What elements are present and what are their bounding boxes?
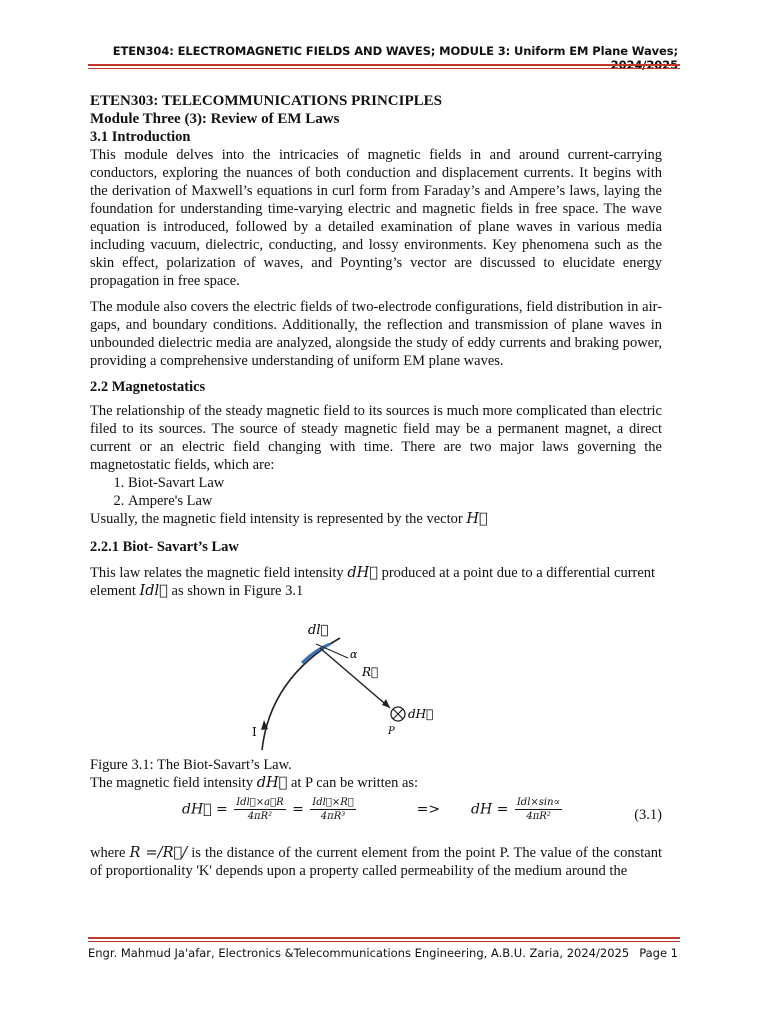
label-r: R⃗ bbox=[362, 665, 379, 679]
eq-equals: = bbox=[292, 801, 304, 818]
label-dl: dl⃗ bbox=[308, 623, 329, 638]
intro-paragraph-2: The module also covers the electric fields of two-electrode configurations, field distribution in air-gaps, and boundary conditions. Additionally, the reflection and transmission of plane waves in unbounded dielectric media are analyzed, alongside the study of eddy currents and braking power, providing a comprehensive understanding of uniform EM plane waves. bbox=[90, 299, 662, 369]
equation-intro bbox=[90, 774, 662, 792]
eq-lhs-2: dH = bbox=[471, 801, 509, 818]
eq-lhs: dH⃗ = bbox=[182, 801, 228, 818]
footer-rule-thin bbox=[88, 941, 680, 942]
header-rule bbox=[88, 64, 680, 66]
list-item: 2. Ampere's Law bbox=[128, 492, 662, 510]
eq-intro-symbol: dH⃗ bbox=[256, 775, 288, 791]
biot-savart-paragraph bbox=[90, 564, 662, 600]
page-number: Page 1 bbox=[639, 946, 678, 960]
eq-intro-text-b: at P can be written as: bbox=[290, 775, 419, 791]
where-paragraph bbox=[90, 844, 662, 880]
page-footer bbox=[88, 946, 678, 960]
footer-rule bbox=[88, 937, 680, 939]
running-header: ETEN304: ELECTROMAGNETIC FIELDS AND WAVES; MODULE 3: Uniform EM Plane Waves; bbox=[112, 44, 678, 58]
idl-symbol: Idl⃗ bbox=[139, 583, 168, 599]
label-dh: dH⃗ bbox=[408, 707, 434, 721]
biot-savart-diagram bbox=[250, 608, 450, 756]
eq-fraction-1: $\frac{\text{Idl⃗×a⃗R}}{\text{4πR²}}$ bbox=[236, 797, 284, 822]
figure-caption: Figure 3.1: The Biot-Savart’s Law. bbox=[90, 757, 292, 773]
course-title: ETEN303: TELECOMMUNICATIONS PRINCIPLES bbox=[90, 93, 442, 109]
biot-text-a: This law relates the magnetic field intensity bbox=[90, 565, 344, 581]
vector-h-symbol: H⃗ bbox=[466, 511, 488, 527]
eq-fraction-2: $\frac{\text{Idl⃗×R⃗}}{\text{4πR³}}$ bbox=[312, 797, 354, 822]
figure-biot-savart bbox=[90, 608, 662, 756]
where-text-a: where bbox=[90, 845, 126, 861]
equation-number: (3.1) bbox=[634, 807, 662, 823]
where-text-b: is the distance of the current element from the point P. The value of the constant of proportionality 'K' depends upon a property called permeability of the medium around the bbox=[90, 845, 662, 879]
r-magnitude-symbol: R =/R⃗/ bbox=[129, 845, 188, 861]
footer-author: Engr. Mahmud Ja'afar, Electronics &Telecommunications Engineering, A.B.U. Zaria, 2024/2025 bbox=[88, 946, 630, 960]
section-biot-savart-heading: 2.2.1 Biot- Savart’s Law bbox=[90, 539, 239, 555]
list-item: 1. Biot-Savart Law bbox=[128, 474, 662, 492]
biot-text-b: produced at a point due to a differential current element bbox=[90, 565, 656, 599]
eq-intro-text-a: The magnetic field intensity bbox=[90, 775, 254, 791]
laws-list bbox=[90, 474, 662, 510]
equation-body bbox=[182, 796, 564, 823]
header-rule-thin bbox=[88, 68, 680, 69]
section-intro-heading: 3.1 Introduction bbox=[90, 129, 191, 145]
dh-symbol: dH⃗ bbox=[347, 565, 378, 581]
intro-paragraph-1: This module delves into the intricacies of magnetic fields in and around current-carrying conductors, exploring the nuances of both conduction and displacement currents. It begins with the derivation of Maxwell’s equations in curl form from Faraday’s and Ampere’s laws, laying the foundation for understanding time-varying electric and magnetic fields in free space. The wave equation is introduced, followed by a detailed examination of plane waves in various media including vacuum, dielectric, conducting, and lossy environments. Key phenomena such as the skin effect, polarization of waves, and Poynting’s vector are discussed to elucidate energy propagation in free space. bbox=[90, 147, 662, 289]
eq-fraction-3: $\frac{\text{Idl×sin∝}}{\text{4πR²}}$ bbox=[516, 797, 561, 822]
eq-implies: => bbox=[416, 801, 441, 818]
label-i: I bbox=[252, 725, 257, 739]
biot-text-c: as shown in Figure 3.1 bbox=[171, 583, 304, 599]
label-p: P bbox=[388, 726, 395, 737]
vector-note bbox=[90, 510, 662, 528]
r-vector-arrowhead bbox=[382, 699, 390, 708]
vector-note-text: Usually, the magnetic field intensity is represented by the vector bbox=[90, 511, 463, 527]
equation-3-1 bbox=[90, 796, 662, 836]
label-alpha: α bbox=[350, 648, 358, 661]
magnetostatics-paragraph: The relationship of the steady magnetic field to its sources is much more complicated than electric filed to its sources. The source of steady magnetic field may be a permanent magnet, a direct current or an electric field changing with time. There are two major laws governing the magnetostatic fields, which are: bbox=[90, 403, 662, 473]
page-body bbox=[90, 92, 662, 880]
section-magnetostatics-heading: 2.2 Magnetostatics bbox=[90, 379, 206, 395]
module-title: Module Three (3): Review of EM Laws bbox=[90, 111, 340, 127]
